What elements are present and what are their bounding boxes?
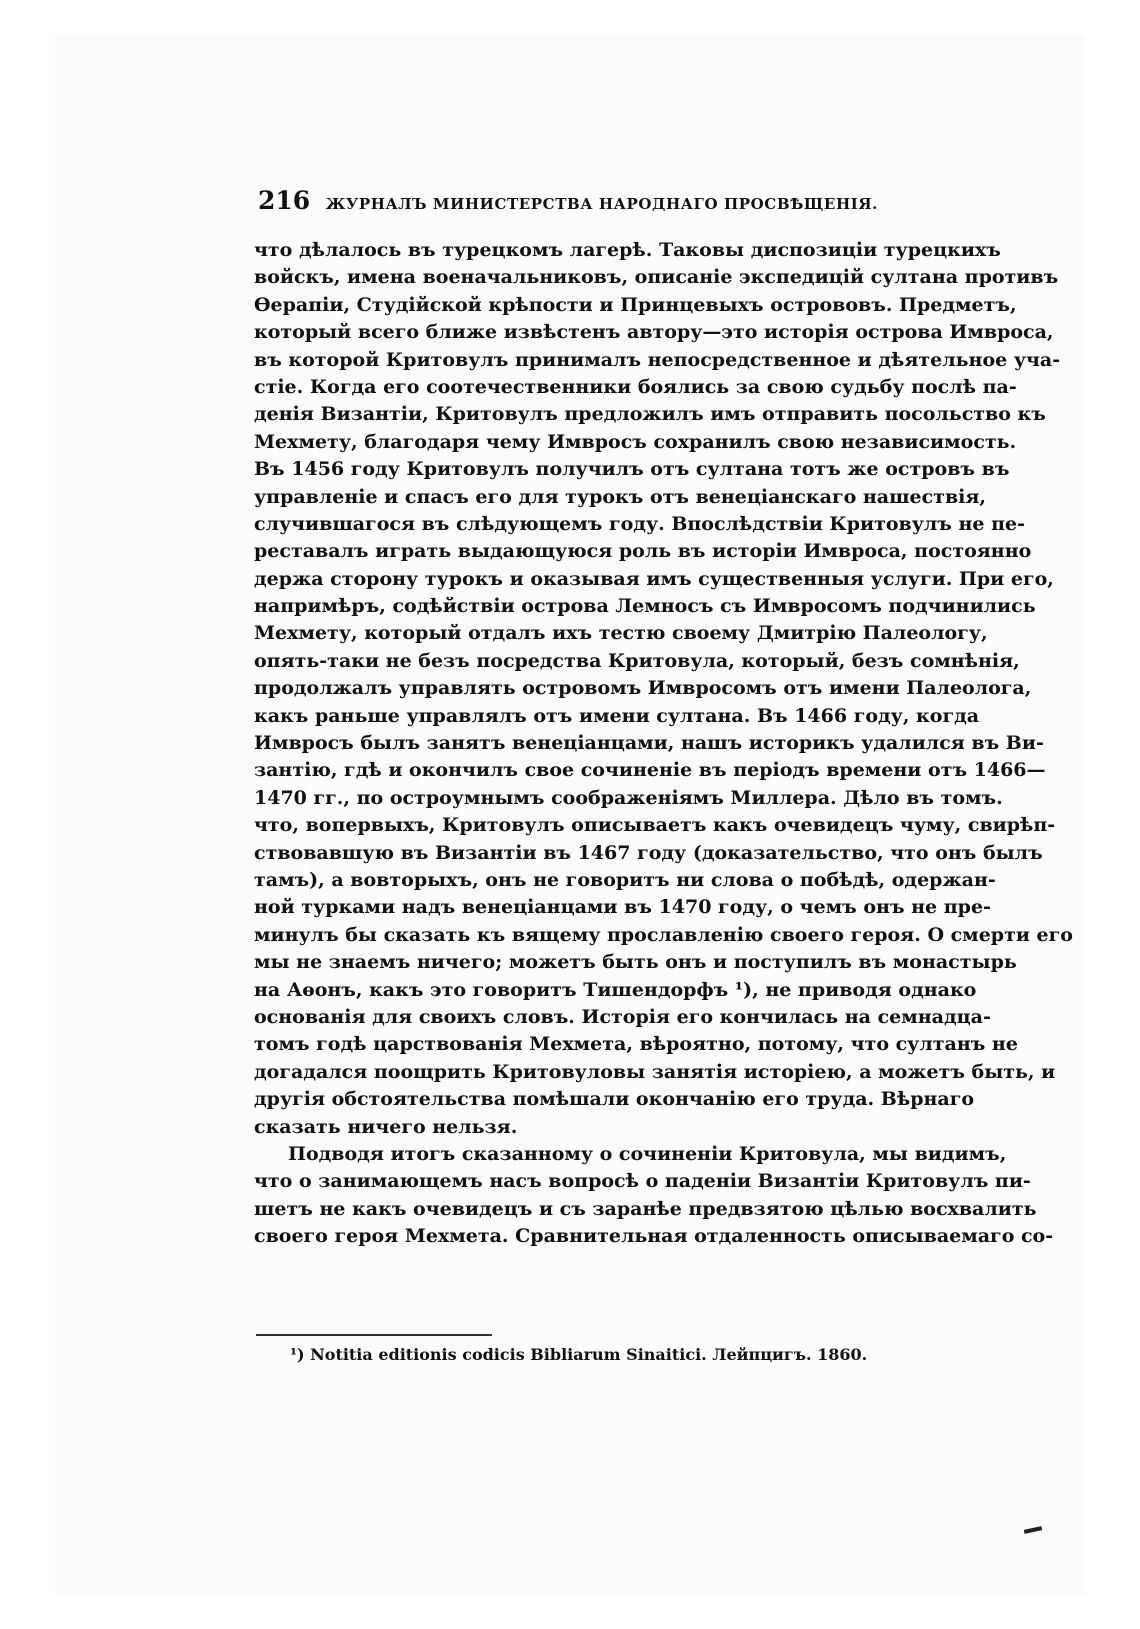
text-line: шетъ не какъ очевидецъ и съ заранѣе предвзятою цѣлью восхвалить [254, 1197, 1037, 1220]
text-line: основанія для своихъ словъ. Исторія его кончилась на семнадца- [254, 1005, 991, 1028]
text-line: Подводя итогъ сказанному о сочиненіи Критовула, мы видимъ, [288, 1142, 1007, 1165]
text-line: 1470 гг., по остроумнымъ соображеніямъ Миллера. Дѣло въ томъ. [254, 786, 1003, 809]
page-header [258, 186, 878, 218]
text-line: зантію, гдѣ и окончилъ свое сочиненіе въ періодъ времени отъ 1466— [254, 759, 1046, 782]
text-line: денія Византіи, Критовулъ предложилъ имъ отправить посольство къ [254, 403, 1046, 426]
footnote-divider [256, 1334, 492, 1336]
text-line: держа сторону турокъ и оказывая имъ существенныя услуги. При его, [254, 567, 1054, 590]
text-line: на Аѳонъ, какъ это говоритъ Тишендорфъ ¹), не приводя однако [254, 978, 977, 1001]
text-line: другія обстоятельства помѣшали окончанію его труда. Вѣрнаго [254, 1088, 975, 1111]
text-line: догадался поощрить Критовуловы занятія исторіею, а можетъ быть, и [254, 1060, 1056, 1083]
text-line: что, вопервыхъ, Критовулъ описываетъ какъ очевидецъ чуму, свирѣп- [254, 814, 1056, 837]
text-line: стіе. Когда его соотечественники боялись за свою судьбу послѣ па- [254, 375, 1017, 398]
text-line: въ которой Критовулъ принималъ непосредственное и дѣятельное уча- [254, 348, 1061, 371]
text-line: Въ 1456 году Критовулъ получилъ отъ султана тотъ же островъ въ [254, 458, 1010, 481]
text-line: сказать ничего нельзя. [254, 1115, 518, 1138]
footnote: ¹) Notitia editionis codicis Bibliarum Sinaitici. Лейпцигъ. 1860. [290, 1345, 868, 1364]
text-line: тамъ), а вовторыхъ, онъ не говоритъ ни слова о побѣдѣ, одержан- [254, 868, 996, 891]
text-line: напримѣръ, содѣйствіи острова Лемносъ съ Имвросомъ подчинились [254, 595, 1036, 618]
text-line: ной турками надъ венеціанцами въ 1470 году, о чемъ онъ не пре- [254, 896, 991, 919]
text-line: случившагося въ слѣдующемъ году. Впослѣдствіи Критовулъ не пе- [254, 512, 1025, 535]
body-text [254, 237, 1073, 1250]
text-line: опять-таки не безъ посредства Критовула, который, безъ сомнѣнія, [254, 649, 1020, 672]
text-line: войскъ, имена военачальниковъ, описаніе экспедицій султана противъ [254, 266, 1059, 289]
page-number: 216 [258, 186, 311, 215]
text-line: мы не знаемъ ничего; можетъ быть онъ и поступилъ въ монастырь [254, 951, 1017, 974]
text-line: реставалъ играть выдающуюся роль въ исторіи Имвроса, постоянно [254, 540, 1032, 563]
text-line: Мехмету, который отдалъ ихъ тестю своему Дмитрію Палеологу, [254, 622, 988, 645]
text-line: какъ раньше управлялъ отъ имени султана. Въ 1466 году, когда [254, 704, 980, 727]
text-line: что о занимающемъ насъ вопросѣ о паденіи Византіи Критовулъ пи- [254, 1170, 1031, 1193]
text-line: продолжалъ управлять островомъ Имвросомъ отъ имени Палеолога, [254, 677, 1032, 700]
text-line: Мехмету, благодаря чему Имвросъ сохранилъ свою независимость. [254, 430, 1017, 453]
running-head: ЖУРНАЛЪ МИНИСТЕРСТВА НАРОДНАГО ПРОСВѢЩЕНІЯ. [325, 195, 878, 213]
text-line: минулъ бы сказать къ вящему прославленію своего героя. О смерти его [254, 923, 1073, 946]
text-line: который всего ближе извѣстенъ автору—это исторія острова Имвроса, [254, 321, 1054, 344]
text-line: своего героя Мехмета. Сравнительная отдаленность описываемаго со- [254, 1225, 1054, 1248]
text-line: Имвросъ былъ занятъ венеціанцами, нашъ историкъ удалился въ Ви- [254, 732, 1044, 755]
text-line: Өерапіи, Студійской крѣпости и Принцевыхъ острововъ. Предметъ, [254, 293, 1017, 316]
text-line: ствовавшую въ Византіи въ 1467 году (доказательство, что онъ былъ [254, 841, 1043, 864]
text-line: что дѣлалось въ турецкомъ лагерѣ. Таковы диспозиціи турецкихъ [254, 239, 1001, 261]
text-line: управленіе и спасъ его для турокъ отъ венеціанскаго нашествія, [254, 485, 987, 508]
text-line: томъ годѣ царствованія Мехмета, вѣроятно, потому, что султанъ не [254, 1033, 1018, 1056]
